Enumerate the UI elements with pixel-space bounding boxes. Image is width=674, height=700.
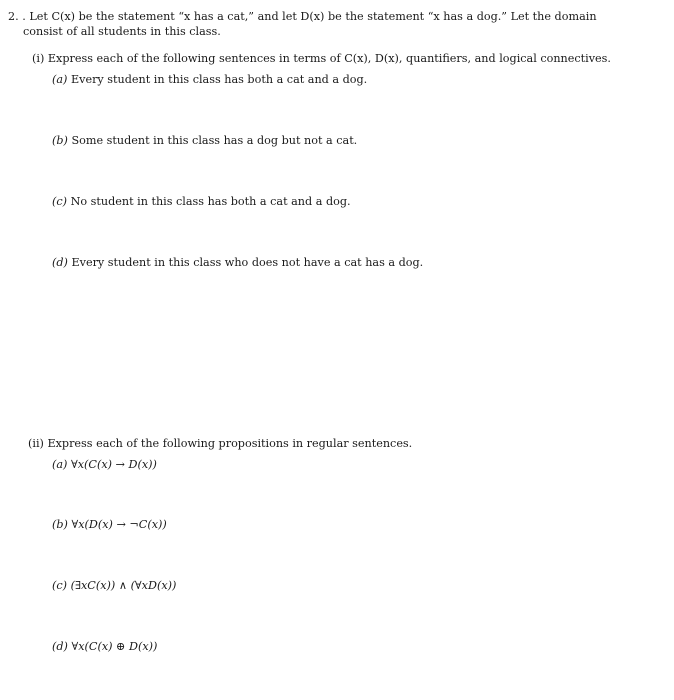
part-i-heading: (i) Express each of the following sentences in terms of C(x), D(x), quantifiers, and logical connectives.: [32, 52, 611, 65]
part-i-item-d: [52, 256, 423, 270]
part-i-item-c: [52, 195, 351, 209]
part-ii-item-b: [52, 518, 167, 532]
item-label: (b): [52, 518, 68, 531]
item-formula: ∀x(C(x) → D(x)): [70, 458, 157, 471]
item-label: (c): [52, 579, 67, 592]
item-label: (a): [52, 458, 68, 471]
item-formula: ∀x(C(x) ⊕ D(x)): [71, 640, 158, 653]
item-label: (d): [52, 640, 68, 653]
item-label: (a): [52, 73, 68, 86]
problem-statement-line2: consist of all students in this class.: [23, 25, 221, 38]
part-i-item-b: [52, 134, 357, 148]
item-label: (c): [52, 195, 67, 208]
item-formula: ∀x(D(x) → ¬C(x)): [71, 518, 167, 531]
item-text: Every student in this class who does not have a cat has a dog.: [71, 256, 424, 269]
part-i-item-a: [52, 73, 367, 87]
item-label: (d): [52, 256, 68, 269]
part-ii-item-d: [52, 640, 157, 654]
part-ii-heading: (ii) Express each of the following propositions in regular sentences.: [28, 437, 413, 450]
item-label: (b): [52, 134, 68, 147]
part-ii-item-c: [52, 579, 176, 593]
item-text: Some student in this class has a dog but not a cat.: [71, 134, 358, 147]
part-ii-item-a: [52, 458, 157, 472]
problem-statement-line1: 2. . Let C(x) be the statement “x has a cat,” and let D(x) be the statement “x has a dog.” Let the domain: [8, 10, 597, 23]
item-formula: (∃xC(x)) ∧ (∀xD(x)): [70, 579, 177, 592]
item-text: Every student in this class has both a cat and a dog.: [70, 73, 368, 86]
item-text: No student in this class has both a cat and a dog.: [70, 195, 351, 208]
